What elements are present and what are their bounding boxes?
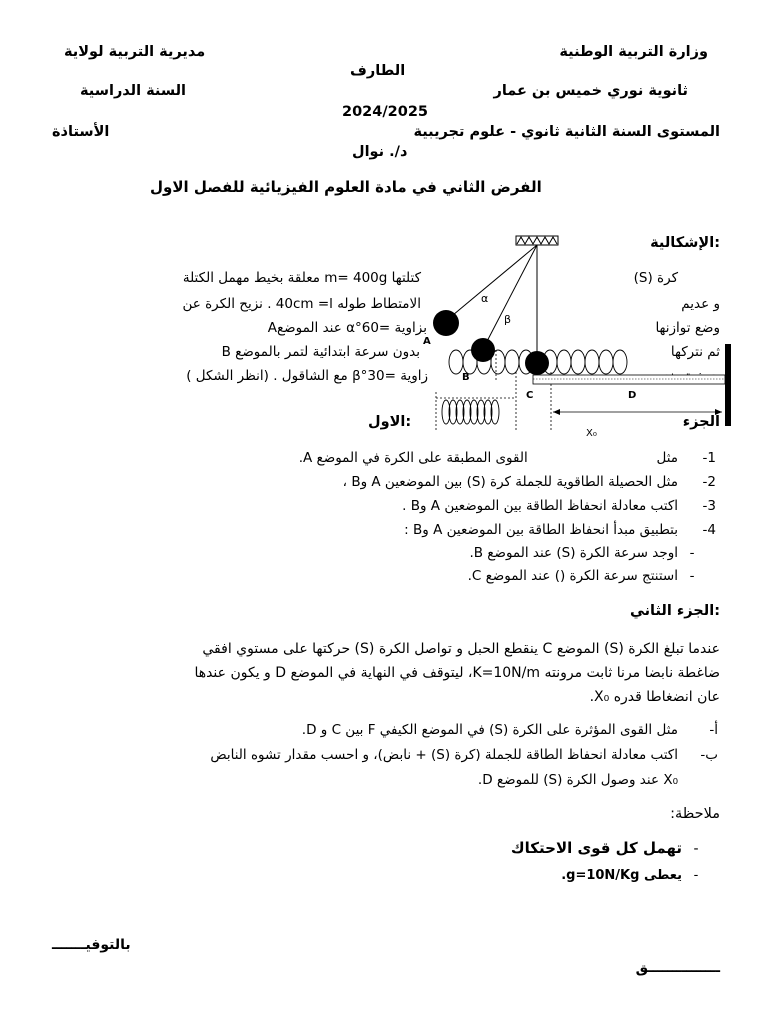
problem-heading: الإشكالية: xyxy=(650,235,720,251)
footer-right: ـــــــــــــــق xyxy=(635,960,720,976)
intro-left-line-4: بدون سرعة ابتدائية لتمر بالموضع B xyxy=(221,344,420,360)
item-number: أ- xyxy=(709,722,718,738)
intro-left-line-5: زاوية =β°30 مع الشاقول . (انظر الشكل ) xyxy=(186,368,428,384)
bullet-dash: - xyxy=(693,868,699,883)
bullet-dash: - xyxy=(693,841,699,857)
item-number: 4- xyxy=(702,522,716,538)
ball-position-b xyxy=(471,338,495,362)
pendulum-spring-figure xyxy=(420,232,742,442)
beta-label: β xyxy=(504,313,512,326)
bullet-dash: - xyxy=(689,545,695,561)
intro-left-line-3: بزاوية =α°60 عند الموضعA xyxy=(267,320,427,336)
intro-right-line-1: كرة (S) xyxy=(633,270,678,286)
part1-item-2 xyxy=(343,474,716,490)
note-heading: ملاحظة: xyxy=(670,806,720,822)
intro-right-line-4: ثم نتركها xyxy=(670,344,720,360)
horizontal-plane xyxy=(533,375,725,384)
wilaya-label: الطارف xyxy=(350,63,406,79)
part1-subitem-2 xyxy=(468,568,706,584)
item-text: تهمل كل قوى الاحتكاك xyxy=(510,839,682,857)
item-number: ب- xyxy=(700,747,718,763)
item-text: اكتب معادلة انحفاظ الطاقة للجملة (كرة (S) + نابض)، و احسب مقدار تشوه النابض xyxy=(210,747,678,763)
school-year: 2024/2025 xyxy=(342,104,429,120)
string-position-b xyxy=(483,245,537,349)
footer-left: بالتوفيـــــــ xyxy=(52,937,131,953)
ball-position-c xyxy=(525,351,549,375)
directorate-label: مديرية التربية لولاية xyxy=(64,44,206,60)
part1-item-1 xyxy=(299,450,716,466)
part2-heading: الجزء الثاني: xyxy=(629,603,720,619)
item-text: مثل القوى المؤثرة على الكرة (S) في الموضع الكيفي F بين C و D. xyxy=(301,722,678,738)
note-item-2 xyxy=(561,864,710,883)
alpha-label: α xyxy=(481,292,489,305)
label-a: A xyxy=(423,336,431,347)
note-item-1 xyxy=(511,838,710,857)
item-text: اكتب معادلة انحفاظ الطاقة بين الموضعين A وB . xyxy=(402,498,678,514)
part2-paragraph-line-2: ضاغطة نابضا مرنا ثابت مرونته K=10N/m، ليتوقف في النهاية في الموضع D و يكون عندها xyxy=(194,665,720,681)
exam-title: الفرض الثاني في مادة العلوم الفيزيائية للفصل الاول xyxy=(150,178,542,196)
item-text: مثل القوى المطبقة على الكرة في الموضع A. xyxy=(298,450,678,466)
level-label: المستوى السنة الثانية ثانوي - علوم تجريبية xyxy=(413,124,720,140)
part2-item-b xyxy=(210,747,718,763)
x0-label: X₀ xyxy=(586,428,597,439)
item-text: استنتج سرعة الكرة () عند الموضع C. xyxy=(467,568,678,584)
string-position-a xyxy=(447,245,537,320)
part1-item-3 xyxy=(402,498,716,514)
teacher-label: الأستاذة xyxy=(52,124,110,140)
part1-item-4 xyxy=(404,522,716,538)
label-b: B xyxy=(462,372,470,383)
label-d: D xyxy=(628,390,637,401)
intro-left-line-1: كتلتها m= 400g معلقة بخيط مهمل الكتلة xyxy=(182,270,421,286)
item-number: 1- xyxy=(702,450,716,466)
item-text: اوجد سرعة الكرة (S) عند الموضع B. xyxy=(469,545,678,561)
ball-position-a xyxy=(433,310,459,336)
item-text: بتطبيق مبدأ انحفاظ الطاقة بين الموضعين A وB : xyxy=(404,522,678,538)
label-c: C xyxy=(526,390,534,401)
ministry-label: وزارة التربية الوطنية xyxy=(559,44,708,60)
item-number: 3- xyxy=(702,498,716,514)
item-text: يعطى g=10N/Kg. xyxy=(561,868,682,883)
part2-item-b-continuation: X₀ عند وصول الكرة (S) للموضع D. xyxy=(477,772,678,788)
item-number: 2- xyxy=(702,474,716,490)
item-text: مثل الحصيلة الطاقوية للجملة كرة (S) بين الموضعين A وB ، xyxy=(342,474,678,490)
part1-heading-right: الجزء xyxy=(682,414,720,430)
part1-subitem-1 xyxy=(469,545,706,561)
school-label: ثانوية نوري خميس بن عمار xyxy=(493,83,688,99)
intro-right-line-3: وضع توازنها xyxy=(655,320,720,336)
intro-right-line-2: و عديم xyxy=(681,296,720,312)
part2-paragraph-line-1: عندما تبلغ الكرة (S) الموضع C ينقطع الحبل و تواصل الكرة (S) حركتها على مستوي افقي xyxy=(202,641,720,657)
part2-item-a xyxy=(302,722,718,738)
part2-paragraph-line-3: عان انضغاطا قدره X₀. xyxy=(589,689,720,705)
compressed-spring xyxy=(442,400,499,424)
year-label: السنة الدراسية xyxy=(80,83,187,99)
bullet-dash: - xyxy=(689,568,695,584)
part1-heading-left: الاول: xyxy=(368,414,412,430)
teacher-name: د/. نوال xyxy=(352,144,408,160)
intro-left-line-2: الامتطاط طوله 40cm =l . نزيح الكرة عن xyxy=(182,296,421,312)
wall xyxy=(725,344,731,426)
